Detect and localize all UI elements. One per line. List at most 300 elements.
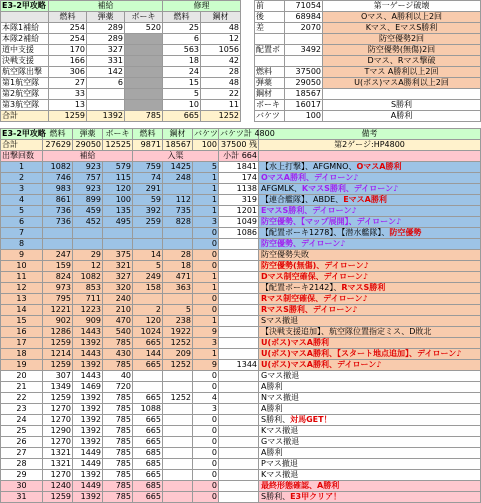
cost-cell xyxy=(125,89,163,100)
row-label: 第3航空隊 xyxy=(1,100,49,111)
sortie-cell: 0 xyxy=(193,228,219,239)
sortie-cell: 14 xyxy=(133,250,163,261)
sortie-cell: 0 xyxy=(193,448,219,459)
subtotal-cell xyxy=(219,250,259,261)
remark-cell xyxy=(259,448,481,459)
sortie-cell: 1443 xyxy=(73,327,103,338)
cost-cell: 289 xyxy=(87,34,125,45)
resource-key: ボーキ xyxy=(255,100,285,111)
remark-text: 【水上打撃】、AFGMNO、 xyxy=(261,162,357,171)
sortie-row xyxy=(1,184,481,195)
cost-row xyxy=(1,45,241,56)
sortie-cell: 1 xyxy=(193,316,219,327)
sortie-cell: 795 xyxy=(43,294,73,305)
remark-text: Kマス撤退 xyxy=(261,470,299,479)
sortie-cell: 1 xyxy=(193,173,219,184)
sortie-row xyxy=(1,305,481,316)
subtotal-cell xyxy=(219,316,259,327)
requirement-note: 防空優勢2回 xyxy=(323,34,481,45)
sortie-cell: 0 xyxy=(193,294,219,305)
sortie-cell: 0 xyxy=(193,426,219,437)
sortie-cell: 1082 xyxy=(43,162,73,173)
sortie-number: 6 xyxy=(1,217,43,228)
cost-cell: 18 xyxy=(163,56,201,67)
requirement-note: A勝利 xyxy=(323,111,481,122)
sortie-cell: 0 xyxy=(193,481,219,492)
subtotal-cell xyxy=(219,437,259,448)
sortie-cell: 1392 xyxy=(73,393,103,404)
sortie-cell: 1 xyxy=(193,195,219,206)
sortie-cell: 785 xyxy=(103,459,133,470)
sortie-cell: 1392 xyxy=(73,437,103,448)
sortie-number: 3 xyxy=(1,184,43,195)
sortie-cell: 375 xyxy=(103,250,133,261)
cost-cell xyxy=(125,100,163,111)
sortie-row xyxy=(1,492,481,503)
remark-highlight: RマスS勝利、デイローン♪ xyxy=(261,305,358,314)
remark-cell xyxy=(259,415,481,426)
subtotal-cell xyxy=(219,492,259,503)
total-cell: 18567 xyxy=(163,140,193,151)
cost-row xyxy=(1,67,241,78)
sortie-cell: 1259 xyxy=(43,338,73,349)
sortie-cell: 824 xyxy=(43,272,73,283)
sortie-cell xyxy=(163,382,193,393)
sortie-number: 15 xyxy=(1,316,43,327)
sortie-cell: 1270 xyxy=(43,415,73,426)
requirement-note: Dマス、Rマス撃破 xyxy=(323,56,481,67)
sortie-number: 2 xyxy=(1,173,43,184)
cost-cell: 142 xyxy=(87,67,125,78)
cost-cell xyxy=(125,78,163,89)
requirement-note: Oマス、A勝利以上2回 xyxy=(323,12,481,23)
total-cell: 27629 xyxy=(43,140,73,151)
remark-highlight: 対馬GET！ xyxy=(290,415,332,424)
cost-cell: 15 xyxy=(163,78,201,89)
cost-row xyxy=(1,111,241,122)
subtotal-cell xyxy=(219,404,259,415)
sortie-cell xyxy=(133,239,163,250)
sortie-row xyxy=(1,206,481,217)
remark-cell xyxy=(259,206,481,217)
resource-key: 前 xyxy=(255,1,285,12)
remark-highlight: EマスS勝利、デイローン♪ xyxy=(261,206,357,215)
gauge-note: 第2ゲージ:HP4800 xyxy=(259,140,481,151)
sortie-cell: 9 xyxy=(193,327,219,338)
cost-cell: 25 xyxy=(163,23,201,34)
resource-key xyxy=(255,56,285,67)
remark-text: 【配置ボーキ2142】、 xyxy=(261,283,342,292)
sortie-cell xyxy=(163,294,193,305)
sortie-cell xyxy=(73,239,103,250)
sortie-count-label: 出撃回数 xyxy=(1,151,43,162)
sortie-cell: 1286 xyxy=(43,327,73,338)
sortie-cell: 12 xyxy=(73,261,103,272)
subtotal-label: 小計 xyxy=(223,151,240,160)
sortie-cell: 736 xyxy=(43,206,73,217)
remark-cell xyxy=(259,382,481,393)
total-cell: 12525 xyxy=(103,140,133,151)
remark-cell xyxy=(259,228,481,239)
sortie-cell: 29 xyxy=(73,250,103,261)
sortie-cell xyxy=(163,228,193,239)
sortie-cell xyxy=(163,415,193,426)
subtotal-value: 664 xyxy=(241,151,257,160)
sortie-row xyxy=(1,250,481,261)
blank-cell xyxy=(259,151,481,162)
subtotal-cell xyxy=(219,327,259,338)
total-cell: 29050 xyxy=(73,140,103,151)
sortie-cell: 159 xyxy=(43,261,73,272)
sortie-cell: 363 xyxy=(163,283,193,294)
subtotal-cell: 1086 xyxy=(219,228,259,239)
sortie-number: 16 xyxy=(1,327,43,338)
sortie-cell: 540 xyxy=(103,327,133,338)
sortie-cell: 1922 xyxy=(163,327,193,338)
remark-text: 【連合艦隊】、ABDE、 xyxy=(261,195,344,204)
top-table-title: E3-2甲攻略 xyxy=(1,1,49,12)
sortie-cell: 0 xyxy=(193,437,219,448)
sortie-cell: 665 xyxy=(133,415,163,426)
subtotal-cell xyxy=(219,151,259,162)
remark-cell xyxy=(259,437,481,448)
cost-cell: 1392 xyxy=(87,111,125,122)
remark-highlight: 防空優勢、【マップ展開】、デイローン♪ xyxy=(261,217,402,226)
sortie-cell: 1392 xyxy=(73,404,103,415)
sortie-cell: 1270 xyxy=(43,404,73,415)
sortie-cell: 785 xyxy=(103,360,133,371)
remark-cell xyxy=(259,426,481,437)
subtotal-cell: 1049 xyxy=(219,217,259,228)
sortie-cell: 861 xyxy=(43,195,73,206)
remark-cell xyxy=(259,184,481,195)
repair-header: 修理 xyxy=(163,1,241,12)
resource-value: 68984 xyxy=(285,12,323,23)
total-cell: 100 xyxy=(193,140,219,151)
sortie-cell: 923 xyxy=(73,184,103,195)
sortie-cell: 1 xyxy=(193,349,219,360)
top-left-cost-table xyxy=(0,0,241,122)
sortie-cell: 1 xyxy=(193,206,219,217)
sortie-cell: 785 xyxy=(103,426,133,437)
sortie-cell xyxy=(163,481,193,492)
sortie-cell: 120 xyxy=(103,184,133,195)
subtotal-cell xyxy=(219,283,259,294)
remark-highlight: OマスA勝利、デイローン♪ xyxy=(261,173,359,182)
sortie-cell: 785 xyxy=(103,437,133,448)
subtotal-cell xyxy=(219,426,259,437)
col-header: 鋼材 xyxy=(163,129,193,140)
subtotal-cell xyxy=(219,261,259,272)
sortie-number: 4 xyxy=(1,195,43,206)
blank-cell xyxy=(1,12,49,23)
sortie-cell: 665 xyxy=(133,338,163,349)
sortie-number: 17 xyxy=(1,338,43,349)
sortie-cell: 470 xyxy=(103,316,133,327)
sortie-cell: 5 xyxy=(163,305,193,316)
sortie-row xyxy=(1,360,481,371)
cost-cell: 33 xyxy=(49,89,87,100)
main-sortie-table xyxy=(0,128,481,503)
remark-cell xyxy=(259,338,481,349)
sortie-number: 24 xyxy=(1,415,43,426)
remark-highlight: OマスA勝利 xyxy=(356,162,402,171)
resource-key xyxy=(255,34,285,45)
resource-key: 配置ボ xyxy=(255,45,285,56)
remark-highlight: U(ボス)マスA勝利 xyxy=(261,338,329,347)
remark-text: A勝利 xyxy=(261,382,283,391)
sortie-cell xyxy=(133,371,163,382)
repair-subheader: 入渠 xyxy=(133,151,219,162)
remark-highlight: E3甲クリア！ xyxy=(290,492,342,501)
col-header: 燃料 xyxy=(43,129,73,140)
sortie-cell: 240 xyxy=(103,294,133,305)
row-label: 決戦支援 xyxy=(1,56,49,67)
supply-header: 補給 xyxy=(49,1,163,12)
sortie-number: 14 xyxy=(1,305,43,316)
main-table-title: E3-2甲攻略 xyxy=(2,129,46,138)
remark-cell xyxy=(259,371,481,382)
subtotal-cell: 1841 xyxy=(219,162,259,173)
requirement-note: U(ボス)マスA勝利以上2回 xyxy=(323,78,481,89)
resource-value: 3492 xyxy=(285,45,323,56)
sortie-cell: 1392 xyxy=(73,360,103,371)
remark-text: A勝利 xyxy=(261,404,283,413)
sortie-number: 31 xyxy=(1,492,43,503)
sortie-cell xyxy=(163,492,193,503)
sortie-cell: 5 xyxy=(193,162,219,173)
sortie-cell: 757 xyxy=(73,173,103,184)
cost-cell xyxy=(87,89,125,100)
sortie-row xyxy=(1,228,481,239)
sortie-cell: 711 xyxy=(73,294,103,305)
cost-cell: 289 xyxy=(87,23,125,34)
sortie-cell: 40 xyxy=(103,371,133,382)
sub-header: 燃料 xyxy=(163,12,201,23)
sortie-cell: 899 xyxy=(73,195,103,206)
sortie-number: 1 xyxy=(1,162,43,173)
resource-value xyxy=(285,56,323,67)
sortie-cell: 1088 xyxy=(133,404,163,415)
sortie-cell: 735 xyxy=(163,206,193,217)
sortie-cell: 2 xyxy=(133,305,163,316)
subtotal-cell: 174 xyxy=(219,173,259,184)
sortie-cell: 685 xyxy=(133,448,163,459)
sortie-cell: 1349 xyxy=(43,382,73,393)
sortie-row xyxy=(1,415,481,426)
sortie-cell: 0 xyxy=(193,239,219,250)
cost-row xyxy=(1,34,241,45)
sortie-cell: 665 xyxy=(133,360,163,371)
sortie-cell: 1469 xyxy=(73,382,103,393)
sortie-row xyxy=(1,448,481,459)
resource-key: 弾薬 xyxy=(255,78,285,89)
sortie-cell xyxy=(133,228,163,239)
cost-cell: 6 xyxy=(163,34,201,45)
resource-row xyxy=(255,111,481,122)
remark-highlight: EマスA勝利 xyxy=(343,195,387,204)
sortie-cell: 1425 xyxy=(163,162,193,173)
sortie-cell: 1252 xyxy=(163,360,193,371)
cost-cell: 665 xyxy=(163,111,201,122)
sortie-cell: 209 xyxy=(163,349,193,360)
sortie-cell: 759 xyxy=(133,162,163,173)
remark-cell xyxy=(259,239,481,250)
sortie-row xyxy=(1,338,481,349)
cost-row xyxy=(1,56,241,67)
sortie-number: 25 xyxy=(1,426,43,437)
sortie-cell: 247 xyxy=(43,250,73,261)
subtotal-cell xyxy=(219,470,259,481)
total-cell xyxy=(219,140,259,151)
cost-row xyxy=(1,89,241,100)
remark-highlight: Rマス制空確保、デイローン♪ xyxy=(261,294,368,303)
sortie-row xyxy=(1,173,481,184)
requirement-note: 防空優勢(無傷)2回 xyxy=(323,45,481,56)
resource-key: 差 xyxy=(255,23,285,34)
col-header: バケツ xyxy=(194,129,218,138)
sortie-row xyxy=(1,217,481,228)
sortie-cell: 0 xyxy=(193,305,219,316)
sortie-cell xyxy=(163,459,193,470)
sortie-number: 20 xyxy=(1,371,43,382)
sortie-cell: 1321 xyxy=(43,448,73,459)
sortie-cell: 430 xyxy=(103,349,133,360)
resource-row xyxy=(255,78,481,89)
sortie-cell: 3 xyxy=(193,338,219,349)
sortie-cell: 144 xyxy=(133,349,163,360)
col-header: ボーキ xyxy=(103,129,133,140)
resource-row xyxy=(255,67,481,78)
cost-cell: 1056 xyxy=(201,45,241,56)
sortie-cell: 0 xyxy=(193,261,219,272)
sortie-cell: 1 xyxy=(193,184,219,195)
sortie-cell: 665 xyxy=(133,492,163,503)
sortie-row xyxy=(1,481,481,492)
remark-text: S勝利、 xyxy=(261,415,291,424)
subtotal-cell xyxy=(219,294,259,305)
sortie-cell: 1449 xyxy=(73,459,103,470)
subtotal-cell xyxy=(219,239,259,250)
remark-cell xyxy=(259,294,481,305)
remark-highlight: Dマス制空確保、デイローン♪ xyxy=(261,272,369,281)
sortie-cell: 1449 xyxy=(73,481,103,492)
cost-row xyxy=(1,78,241,89)
sortie-cell xyxy=(163,448,193,459)
sub-header: 燃料 xyxy=(49,12,87,23)
bucket-total-label: バケツ計 xyxy=(220,129,252,138)
sortie-cell: 785 xyxy=(103,415,133,426)
sortie-row xyxy=(1,195,481,206)
sortie-cell: 1082 xyxy=(73,272,103,283)
sortie-cell: 18 xyxy=(163,261,193,272)
sortie-cell: 59 xyxy=(133,195,163,206)
remark-text: A勝利 xyxy=(261,448,283,457)
cost-cell xyxy=(87,100,125,111)
remark-text: AFGMLK、 xyxy=(261,184,302,193)
resource-value: 37500 xyxy=(285,67,323,78)
cost-row xyxy=(1,100,241,111)
sub-header: 弾薬 xyxy=(87,12,125,23)
sortie-cell: 120 xyxy=(133,316,163,327)
bucket-total-value: 4800 xyxy=(254,129,275,138)
remark-cell xyxy=(259,195,481,206)
cost-cell: 27 xyxy=(49,78,87,89)
sortie-number: 30 xyxy=(1,481,43,492)
remark-cell xyxy=(259,393,481,404)
subtotal-cell: 319 xyxy=(219,195,259,206)
sortie-cell: 1392 xyxy=(73,338,103,349)
sortie-cell: 665 xyxy=(133,426,163,437)
subtotal-cell xyxy=(219,272,259,283)
sortie-number: 8 xyxy=(1,239,43,250)
cost-cell: 170 xyxy=(49,45,87,56)
sortie-cell: 1 xyxy=(193,272,219,283)
sortie-row xyxy=(1,162,481,173)
remark-highlight: U(ボス)マスA勝利、【スタート地点追加】、デイローン♪ xyxy=(261,349,462,358)
requirement-note: Kマス、EマスS勝利 xyxy=(323,23,481,34)
sortie-cell: 74 xyxy=(133,173,163,184)
remark-highlight: 防空優勢 xyxy=(389,228,422,237)
cost-cell: 520 xyxy=(125,23,163,34)
col-header: 燃料 xyxy=(133,129,163,140)
cost-cell: 11 xyxy=(201,100,241,111)
row-label: 合計 xyxy=(1,111,49,122)
sortie-cell xyxy=(163,239,193,250)
sortie-cell: 3 xyxy=(193,217,219,228)
sortie-cell: 459 xyxy=(73,206,103,217)
sortie-row xyxy=(1,437,481,448)
sortie-cell: 785 xyxy=(103,393,133,404)
remark-cell xyxy=(259,272,481,283)
sortie-cell: 0 xyxy=(193,382,219,393)
row-label: 航空隊出撃 xyxy=(1,67,49,78)
sortie-cell: 210 xyxy=(103,305,133,316)
sortie-cell: 112 xyxy=(163,195,193,206)
sortie-cell: 1259 xyxy=(43,393,73,404)
resource-value: 18567 xyxy=(285,89,323,100)
sortie-cell: 0 xyxy=(193,470,219,481)
remark-cell xyxy=(259,459,481,470)
sortie-cell: 320 xyxy=(103,283,133,294)
remark-cell xyxy=(259,327,481,338)
sortie-row xyxy=(1,316,481,327)
remark-highlight: 防空優勢、デイローン♪ xyxy=(261,239,346,248)
sub-header: 鋼材 xyxy=(201,12,241,23)
sortie-cell: 321 xyxy=(103,261,133,272)
sortie-cell: 3 xyxy=(193,404,219,415)
sortie-cell: 259 xyxy=(133,217,163,228)
remark-cell xyxy=(259,162,481,173)
row-label: 道中支援 xyxy=(1,45,49,56)
row-label: 本隊2補給 xyxy=(1,34,49,45)
requirement-note xyxy=(323,89,481,100)
cost-cell: 785 xyxy=(125,111,163,122)
cost-cell: 42 xyxy=(201,56,241,67)
subtotal-cell xyxy=(219,415,259,426)
sortie-cell xyxy=(43,239,73,250)
sortie-cell: 0 xyxy=(193,415,219,426)
cost-cell: 254 xyxy=(49,23,87,34)
sortie-row xyxy=(1,239,481,250)
remark-highlight: KマスS勝利、デイローン♪ xyxy=(301,184,399,193)
cost-cell: 22 xyxy=(201,89,241,100)
sortie-cell xyxy=(163,184,193,195)
subtotal-cell: 1201 xyxy=(219,206,259,217)
sortie-number: 22 xyxy=(1,393,43,404)
sortie-cell: 1392 xyxy=(73,426,103,437)
sortie-number: 18 xyxy=(1,349,43,360)
